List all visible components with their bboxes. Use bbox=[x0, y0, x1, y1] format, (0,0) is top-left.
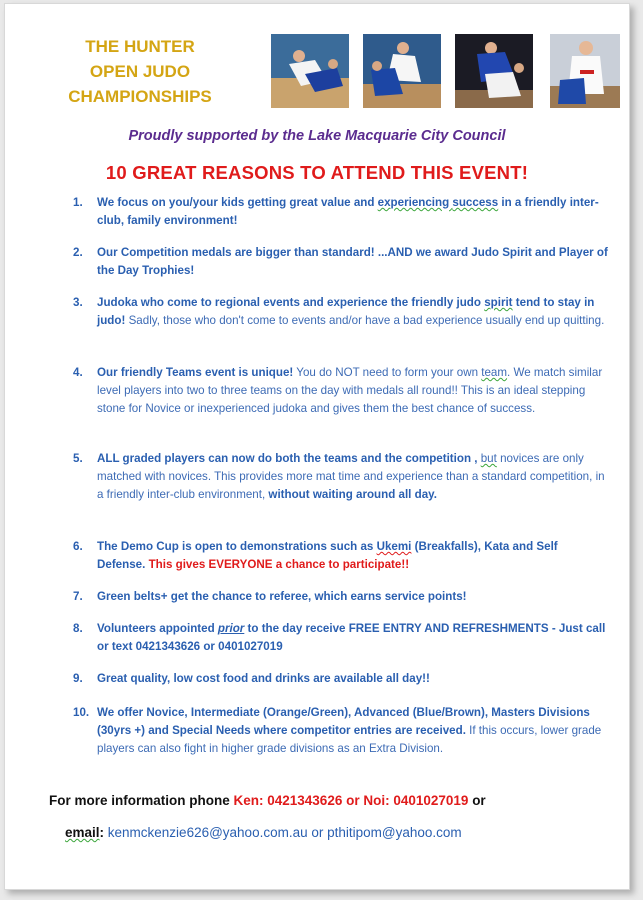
judo-photo-1 bbox=[271, 34, 349, 108]
reason-text: spirit bbox=[484, 296, 513, 309]
contact-intro: For more information phone bbox=[49, 793, 234, 808]
reason-4 bbox=[73, 364, 608, 418]
contact-email-line bbox=[65, 825, 462, 840]
reason-text: experiencing bbox=[377, 196, 453, 209]
reason-text: ALL graded players can now do both the teams and the competition , bbox=[97, 452, 481, 465]
judo-photo-3 bbox=[455, 34, 533, 108]
reason-1 bbox=[73, 194, 608, 230]
contact-or: or bbox=[307, 825, 328, 840]
contact-phone-line bbox=[49, 793, 486, 808]
judo-photos bbox=[5, 34, 629, 108]
judo-photo-4 bbox=[550, 34, 620, 108]
title-line-2: OPEN JUDO bbox=[89, 62, 191, 81]
reason-number: 6. bbox=[73, 540, 83, 553]
headline: 10 GREAT REASONS TO ATTEND THIS EVENT! bbox=[105, 162, 529, 183]
reason-text: Judoka who come to regional events and experience the friendly judo bbox=[97, 296, 485, 309]
reason-number: 8. bbox=[73, 622, 83, 635]
reason-text: Great quality, low cost food and drinks are available all day!! bbox=[97, 672, 430, 685]
reason-number: 4. bbox=[73, 366, 83, 379]
reason-2 bbox=[73, 244, 608, 280]
email-ken-link[interactable]: kenmckenzie626@yahoo.com.au bbox=[107, 825, 308, 840]
reason-text: in a friendly inter-club, family environment! bbox=[97, 196, 599, 227]
reason-text: Our friendly Teams event is unique! bbox=[97, 366, 294, 379]
reason-text: prior bbox=[217, 622, 245, 635]
sponsor-line: Proudly supported by the Lake Macquarie City Council bbox=[128, 128, 506, 144]
reason-text: If this occurs, lower grade players can also fight in higher grade divisions as an Extra Division. bbox=[97, 724, 602, 755]
reason-text: to the day receive FREE ENTRY AND REFRESHMENTS - Just call or text 0421343626 or 0401027019 bbox=[97, 622, 606, 653]
reason-3 bbox=[73, 294, 608, 330]
reason-text: You do NOT need to form your own bbox=[293, 366, 482, 379]
reason-text: but bbox=[480, 452, 497, 465]
email-label: email bbox=[65, 825, 100, 840]
reason-text: team bbox=[481, 366, 508, 379]
reason-7 bbox=[73, 588, 608, 606]
reason-text: . We match similar level players into two to three teams on the day with medals all round!! This is an ideal stepping stone for Novice or inexperienced judoka and gives them the best chance of success. bbox=[97, 366, 603, 415]
reason-text: tend to stay in judo! bbox=[97, 296, 595, 327]
email-colon: : bbox=[99, 825, 108, 840]
reason-9 bbox=[73, 670, 608, 688]
reason-5 bbox=[73, 450, 608, 504]
title-line-3: CHAMPIONSHIPS bbox=[68, 87, 212, 106]
reason-number: 1. bbox=[73, 196, 83, 209]
reason-text: success bbox=[452, 196, 499, 209]
reason-number: 2. bbox=[73, 246, 83, 259]
reason-number: 9. bbox=[73, 672, 83, 685]
email-noi-link[interactable]: pthitipom@yahoo.com bbox=[327, 825, 462, 840]
reason-number: 7. bbox=[73, 590, 83, 603]
contact-or: or bbox=[468, 793, 486, 808]
reason-10 bbox=[73, 704, 608, 758]
reason-text: We focus on you/your kids getting great value and bbox=[97, 196, 378, 209]
reason-number: 5. bbox=[73, 452, 83, 465]
reason-number: 10. bbox=[73, 706, 90, 719]
reason-8 bbox=[73, 620, 608, 656]
reason-number: 3. bbox=[73, 296, 83, 309]
reason-text: Green belts+ get the chance to referee, which earns service points! bbox=[97, 590, 467, 603]
reason-6 bbox=[73, 538, 608, 574]
reason-text: Our Competition medals are bigger than standard! ...AND we award Judo Spirit and Player of the Day Trophies! bbox=[97, 246, 608, 277]
flyer-page bbox=[4, 3, 630, 890]
judo-photo-2 bbox=[363, 34, 441, 108]
title-line-1: THE HUNTER bbox=[85, 37, 195, 56]
reason-text: We offer Novice, Intermediate (Orange/Green), Advanced (Blue/Brown), Masters Divisions (30yrs +) and Special Needs where competitor entries are received. bbox=[97, 706, 590, 737]
reason-text: without waiting around all day. bbox=[268, 488, 437, 501]
contact-or: or bbox=[342, 793, 364, 808]
reason-text: (Breakfalls), Kata and Self Defense. bbox=[97, 540, 558, 571]
reason-text: The Demo Cup is open to demonstrations such as bbox=[97, 540, 377, 553]
noi-phone: Noi: 0401027019 bbox=[363, 793, 469, 808]
ken-phone: Ken: 0421343626 bbox=[233, 793, 343, 808]
reason-text: novices are only matched with novices. This provides more mat time and experience than a standard competition, in a friendly inter-club environment, bbox=[97, 452, 605, 501]
reason-text: This gives EVERYONE a chance to participate!! bbox=[148, 558, 410, 571]
reason-text: Volunteers appointed bbox=[97, 622, 218, 635]
reason-text: Ukemi bbox=[376, 540, 412, 553]
reason-text: Sadly, those who don't come to events and/or have a bad experience usually end up quitting. bbox=[128, 314, 605, 327]
